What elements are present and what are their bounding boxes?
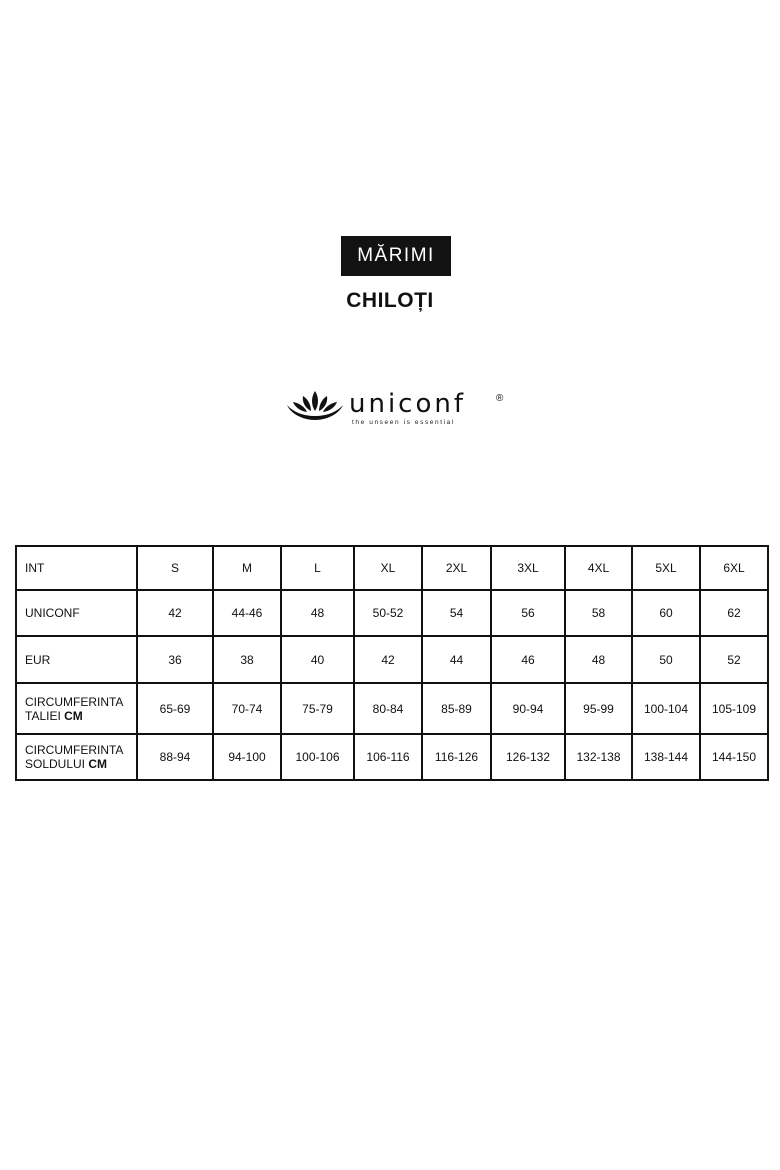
table-cell: 88-94 xyxy=(137,734,213,780)
table-cell: 54 xyxy=(422,590,491,636)
table-cell: 62 xyxy=(700,590,768,636)
size-header-cell: 3XL xyxy=(491,546,565,590)
size-header-cell: XL xyxy=(354,546,422,590)
brand-logo xyxy=(285,383,515,433)
row-label-int: INT xyxy=(16,546,137,590)
table-cell: 50 xyxy=(632,636,700,683)
table-cell: 138-144 xyxy=(632,734,700,780)
table-cell: 52 xyxy=(700,636,768,683)
brand-name: uniconf xyxy=(349,389,467,419)
table-cell: 126-132 xyxy=(491,734,565,780)
table-cell: 40 xyxy=(281,636,354,683)
size-header-cell: 6XL xyxy=(700,546,768,590)
lotus-icon xyxy=(285,387,345,423)
row-label-line: TALIEI xyxy=(25,708,61,723)
table-cell: 132-138 xyxy=(565,734,632,780)
table-cell: 60 xyxy=(632,590,700,636)
row-label-line: SOLDULUI xyxy=(25,757,86,771)
table-row xyxy=(16,636,768,683)
table-cell: 44 xyxy=(422,636,491,683)
size-header-cell: L xyxy=(281,546,354,590)
table-cell: 95-99 xyxy=(565,683,632,734)
table-cell: 105-109 xyxy=(700,683,768,734)
registered-mark: ® xyxy=(496,393,504,404)
table-cell: 42 xyxy=(354,636,422,683)
table-cell: 56 xyxy=(491,590,565,636)
table-row xyxy=(16,546,768,590)
table-cell: 42 xyxy=(137,590,213,636)
table-cell: 100-104 xyxy=(632,683,700,734)
table-cell: 80-84 xyxy=(354,683,422,734)
row-label-line: CIRCUMFERINTA xyxy=(25,743,124,757)
table-cell: 65-69 xyxy=(137,683,213,734)
table-cell: 90-94 xyxy=(491,683,565,734)
table-cell: 50-52 xyxy=(354,590,422,636)
title-badge: MĂRIMI xyxy=(341,236,451,276)
table-cell: 75-79 xyxy=(281,683,354,734)
size-chart-table xyxy=(15,545,769,781)
row-label-eur: EUR xyxy=(16,636,137,683)
table-cell: 46 xyxy=(491,636,565,683)
table-cell: 36 xyxy=(137,636,213,683)
size-header-cell: S xyxy=(137,546,213,590)
row-label-waist xyxy=(16,683,137,734)
table-cell: 44-46 xyxy=(213,590,281,636)
table-row xyxy=(16,734,768,780)
table-cell: 144-150 xyxy=(700,734,768,780)
size-header-cell: 5XL xyxy=(632,546,700,590)
page-subtitle: CHILOȚI xyxy=(346,289,434,312)
table-cell: 58 xyxy=(565,590,632,636)
table-cell: 94-100 xyxy=(213,734,281,780)
table-row xyxy=(16,590,768,636)
size-header-cell: 2XL xyxy=(422,546,491,590)
table-cell: 100-106 xyxy=(281,734,354,780)
unit-label: CM xyxy=(64,708,83,723)
table-cell: 38 xyxy=(213,636,281,683)
table-cell: 70-74 xyxy=(213,683,281,734)
row-label-uniconf: UNICONF xyxy=(16,590,137,636)
table-cell: 48 xyxy=(565,636,632,683)
row-label-hips xyxy=(16,734,137,780)
size-header-cell: 4XL xyxy=(565,546,632,590)
brand-tagline: the unseen is essential xyxy=(352,419,455,426)
table-cell: 116-126 xyxy=(422,734,491,780)
size-header-cell: M xyxy=(213,546,281,590)
table-cell: 48 xyxy=(281,590,354,636)
table-row xyxy=(16,683,768,734)
table-cell: 85-89 xyxy=(422,683,491,734)
unit-label: CM xyxy=(88,757,108,771)
table-cell: 106-116 xyxy=(354,734,422,780)
row-label-line: CIRCUMFERINTA xyxy=(25,694,124,709)
